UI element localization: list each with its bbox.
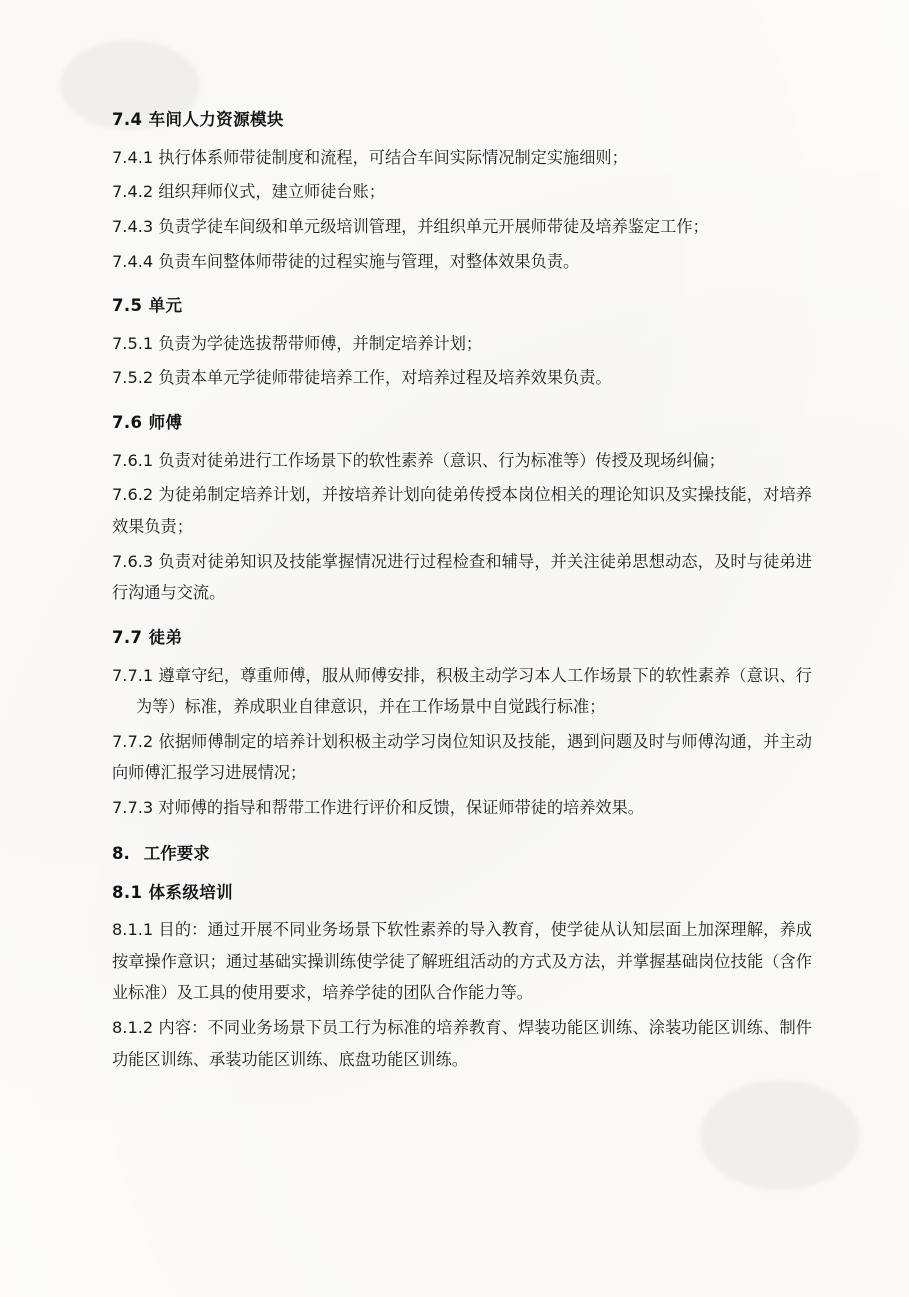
paragraph-7-4-2: 7.4.2 组织拜师仪式，建立师徒台账； (112, 182, 385, 202)
section-title-8: 工作要求 (143, 843, 210, 863)
paragraph-7-6-2: 7.6.2 为徒弟制定培养计划，并按培养计划向徒弟传授本岗位相关的理论知识及实操技能，对培养效果负责； (112, 485, 812, 536)
paragraph-7-5-1: 7.5.1 负责为学徒选拔帮带师傅，并制定培养计划； (112, 333, 483, 353)
paragraph-8-1-1: 8.1.1 目的：通过开展不同业务场景下软性素养的导入教育，使学徒从认知层面上加深理解，养成按章操作意识；通过基础实操训练使学徒了解班组活动的方式及方法，并掌握基础岗位技能（含作业标准）及工具的使用要求，培养学徒的团队合作能力等。 (112, 920, 812, 1003)
section-heading-7-5: 7.5 单元 (112, 296, 183, 316)
paragraph-7-5-2: 7.5.2 负责本单元学徒师带徒培养工作，对培养过程及培养效果负责。 (112, 368, 612, 388)
paragraph-7-4-3: 7.4.3 负责学徒车间级和单元级培训管理，并组织单元开展师带徒及培养鉴定工作； (112, 216, 709, 236)
section-heading-7-4: 7.4 车间人力资源模块 (112, 110, 284, 129)
paragraph-7-6-3: 7.6.3 负责对徒弟知识及技能掌握情况进行过程检查和辅导，并关注徒弟思想动态，及时与徒弟进行沟通与交流。 (112, 551, 812, 603)
paragraph-7-7-1: 7.7.1 遵章守纪，尊重师傅，服从师傅安排，积极主动学习本人工作场景下的软性素养（意识、行为等）标准，养成职业自律意识，并在工作场景中自觉践行标准； (112, 665, 812, 717)
paragraph-7-7-3: 7.7.3 对师傅的指导和帮带工作进行评价和反馈，保证师带徒的培养效果。 (112, 797, 644, 817)
paragraph-7-7-2: 7.7.2 依据师傅制定的培养计划积极主动学习岗位知识及技能，遇到问题及时与师傅沟通，并主动向师傅汇报学习进展情况； (112, 731, 812, 783)
paragraph-8-1-2: 8.1.2 内容：不同业务场景下员工行为标准的培养教育、焊装功能区训练、涂装功能区训练、制件功能区训练、承装功能区训练、底盘功能区训练。 (112, 1018, 812, 1069)
paragraph-7-6-1: 7.6.1 负责对徒弟进行工作场景下的软性素养（意识、行为标准等）传授及现场纠偏； (112, 450, 725, 470)
section-number-8: 8. (112, 843, 130, 863)
document-body (112, 108, 812, 1078)
section-heading-7-6: 7.6 师傅 (112, 413, 183, 433)
paragraph-7-4-4: 7.4.4 负责车间整体师带徒的过程实施与管理，对整体效果负责。 (112, 251, 580, 271)
section-heading-7-7: 7.7 徒弟 (112, 627, 183, 647)
paragraph-7-4-1: 7.4.1 执行体系师带徒制度和流程，可结合车间实际情况制定实施细则； (112, 147, 628, 167)
section-heading-8 (112, 840, 812, 864)
scan-smudge (700, 1080, 860, 1190)
section-heading-8-1: 8.1 体系级培训 (112, 882, 234, 902)
